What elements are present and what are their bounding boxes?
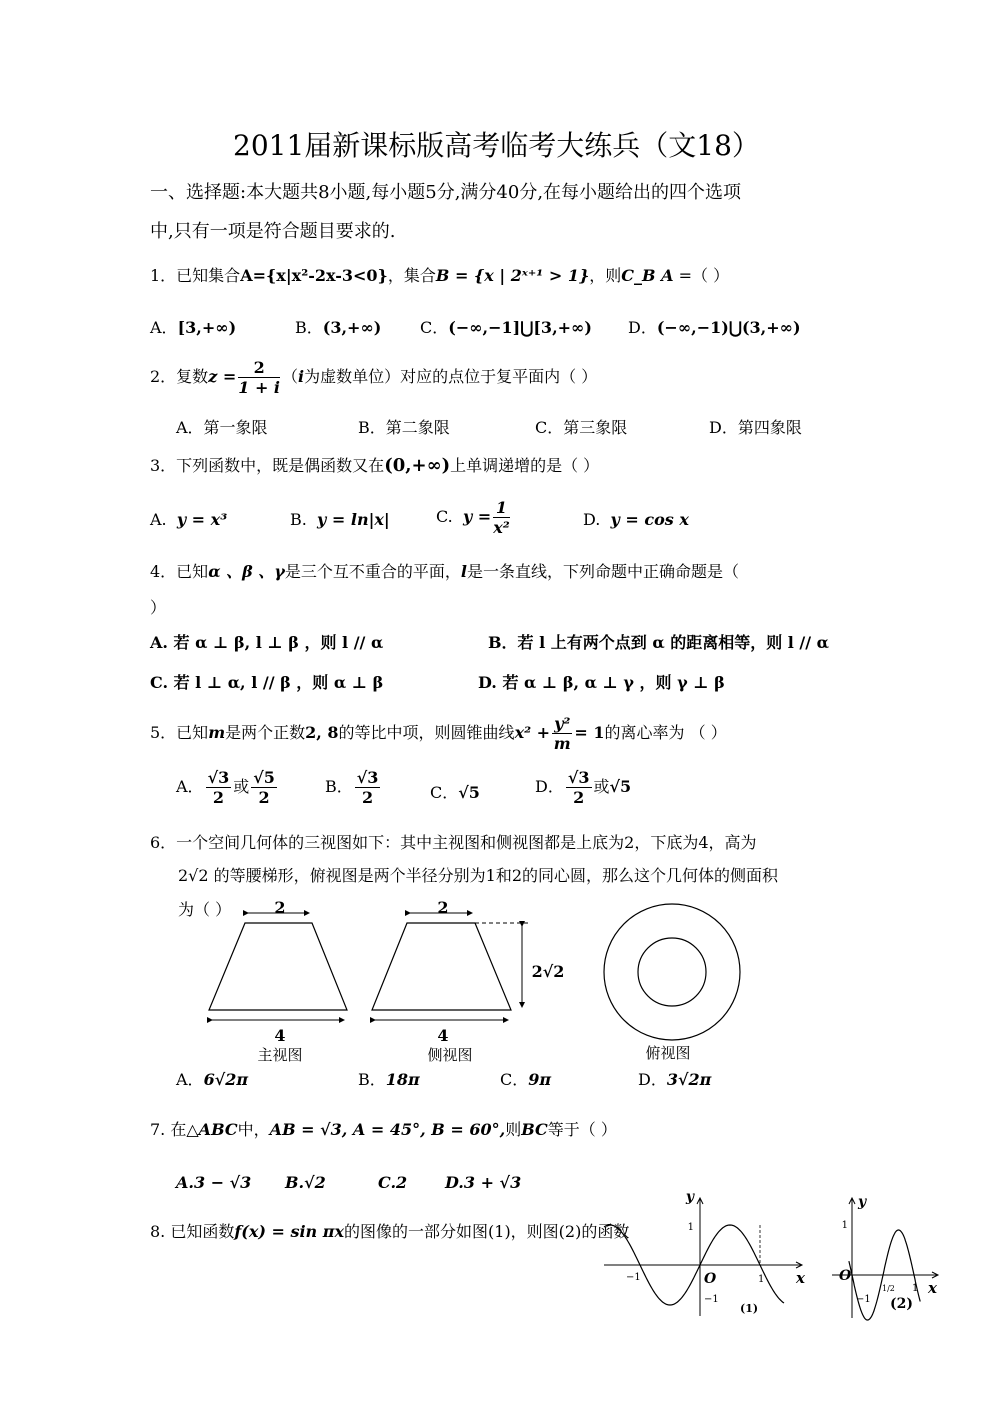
q6-option-c <box>500 1070 551 1090</box>
top-view-circles <box>604 904 740 1062</box>
q1-option-b-label: B． <box>295 318 323 337</box>
q7-option-d: D.3 + √3 <box>445 1173 522 1192</box>
q3-option-d-label: D. <box>583 510 601 529</box>
q7-text-b: 中， <box>237 1120 270 1139</box>
q2-text-b: （ <box>282 367 299 386</box>
q5-m: m <box>208 723 226 742</box>
q3-option-a-label: A. <box>150 510 167 529</box>
q8-text-b: 的图像的一部分如图(1)，则图(2)的函数 <box>344 1222 630 1241</box>
question-6-line3: 为（ ） <box>178 900 232 919</box>
q5-option-b-label: B． <box>325 777 353 796</box>
q3-option-a-text: y = x³ <box>176 510 228 529</box>
q5-option-d-or: 或 <box>593 777 610 796</box>
q5-option-c-value: √5 <box>458 783 480 802</box>
side-view-height-label: 2√2 <box>531 962 565 981</box>
q3-option-c-num: 1 <box>493 498 510 518</box>
side-view-trapezoid <box>372 898 564 1064</box>
q7-text-c: 则 <box>505 1120 522 1139</box>
q3-option-c-label: C. <box>436 507 453 526</box>
top-view-caption: 俯视图 <box>645 1044 691 1062</box>
q8-text-a: 8. 已知函数 <box>150 1222 235 1241</box>
g1-y-neg1: −1 <box>704 1294 719 1305</box>
q5-option-a-label: A． <box>176 777 204 796</box>
g2-y-label: y <box>858 1194 867 1210</box>
q1-text-c: ，则 <box>589 266 622 285</box>
q8-graph-2 <box>830 1190 945 1330</box>
q8-graph-1 <box>600 1190 810 1330</box>
q5-option-c-label: C． <box>430 783 459 802</box>
q1-complement: C_B A <box>621 266 674 285</box>
q2-i: i <box>298 367 305 386</box>
q4-text-b: 是三个互不重合的平面， <box>284 562 461 581</box>
q5-option-a-den2: 2 <box>258 788 270 807</box>
side-view-top-label: 2 <box>437 898 449 917</box>
q5-option-d-tail: √5 <box>609 777 632 796</box>
section-intro-line2: 中,只有一项是符合题目要求的. <box>150 221 396 242</box>
q5-option-d-num: √3 <box>567 768 590 787</box>
question-6-line1: 6．一个空间几何体的三视图如下：其中主视图和侧视图都是上底为2，下底为4，高为 <box>150 833 757 852</box>
q2-text-a: 2．复数 <box>150 367 209 386</box>
q4-text-c: 是一条直线，下列命题中正确命题是（ <box>466 562 739 581</box>
q6-option-d-label: D． <box>638 1070 667 1089</box>
g1-x-neg1: −1 <box>626 1272 641 1283</box>
q1-option-b-text: (3,+∞) <box>322 318 382 337</box>
g2-origin: O <box>839 1268 852 1284</box>
q2-option-d: D．第四象限 <box>709 418 802 437</box>
q6-option-b <box>358 1070 420 1090</box>
q5-option-b-den: 2 <box>362 788 374 807</box>
q4-option-b: B．若 l 上有两个点到 α 的距离相等，则 l // α <box>488 633 829 652</box>
q7-bc: BC <box>521 1120 548 1139</box>
q3-option-d-text: y = cos x <box>610 510 689 529</box>
g2-x-one: 1 <box>912 1283 919 1294</box>
q2-den: 1 + i <box>238 378 281 397</box>
question-7-stem <box>150 1120 617 1140</box>
q1-option-c-text: (−∞,−1]⋃[3,+∞) <box>448 318 592 337</box>
q5-option-a-num2: √5 <box>253 768 275 787</box>
q4-stem-wrap: ） <box>150 598 167 617</box>
g2-y-one: 1 <box>841 1220 848 1231</box>
q5-eq-a: x² + <box>514 723 551 742</box>
q6-option-a <box>176 1070 248 1090</box>
g1-y-label: y <box>685 1190 694 1205</box>
q1-option-d-text: (−∞,−1)⋃(3,+∞) <box>656 318 801 337</box>
q6-option-c-text: 9π <box>528 1070 552 1089</box>
section-intro-line1: 一、选择题:本大题共8小题,每小题5分,满分40分,在每小题给出的四个选项 <box>150 182 742 203</box>
g2-x-half: 1/2 <box>882 1284 895 1293</box>
q7-abc: ABC <box>198 1120 238 1139</box>
g2-x-label: x <box>928 1279 937 1297</box>
q7-option-b: B.√2 <box>285 1173 326 1192</box>
q5-option-d-label: D． <box>535 777 564 796</box>
q5-option-d-den: 2 <box>573 788 585 807</box>
q2-text-c: 为虚数单位）对应的点位于复平面内（ ） <box>304 367 598 386</box>
g2-y-neg1: −1 <box>856 1294 871 1305</box>
q4-option-d: D. 若 α ⊥ β, α ⊥ γ ，则 γ ⊥ β <box>478 673 725 692</box>
q1-set-a: A={x|x²-2x-3<0} <box>240 266 388 285</box>
g1-origin: O <box>704 1271 717 1287</box>
page-title: 2011届新课标版高考临考大练兵（文18） <box>233 129 760 162</box>
q4-option-a: A. 若 α ⊥ β, l ⊥ β ，则 l // α <box>150 633 384 652</box>
q6-option-a-label: A． <box>176 1070 204 1089</box>
q7-text-d: 等于（ ） <box>547 1120 617 1139</box>
q4-greek: α 、β 、γ <box>208 562 285 581</box>
g1-x-label: x <box>796 1269 805 1287</box>
q3-interval: (0,+∞) <box>384 455 451 476</box>
q4-option-c: C. 若 l ⊥ α, l // β ，则 α ⊥ β <box>150 673 384 692</box>
q1-option-c-label: C． <box>420 318 449 337</box>
q5-option-a-num1: √3 <box>207 768 230 787</box>
q4-text-a: 4．已知 <box>150 562 209 581</box>
q5-nums: 2, 8 <box>305 723 339 742</box>
q2-num: 2 <box>238 358 280 378</box>
question-6-line2: 2√2 的等腰梯形，俯视图是两个半径分别为1和2的同心圆，那么这个几何体的侧面积 <box>178 866 779 885</box>
q5-option-a-or: 或 <box>233 777 250 796</box>
g1-y-one: 1 <box>687 1222 694 1233</box>
q1-text-b: ，集合 <box>387 266 436 285</box>
q1-option-d-label: D． <box>628 318 657 337</box>
q6-option-d-text: 3√2π <box>666 1070 712 1089</box>
q6-option-a-text: 6√2π <box>203 1070 249 1089</box>
q4-l: l <box>460 562 467 581</box>
q1-option-a-text: [3,+∞) <box>177 318 237 337</box>
front-view-bottom-label: 4 <box>274 1026 286 1045</box>
q3-option-b-text: y = ln|x| <box>317 510 390 529</box>
q1-option-a-label: A． <box>150 318 178 337</box>
q5-text-a: 5．已知 <box>150 723 209 742</box>
q2-option-b: B．第二象限 <box>358 418 450 437</box>
q5-text-b: 是两个正数 <box>225 723 306 742</box>
q1-text-d: =（ ） <box>673 266 730 285</box>
q1-set-b: B = {x | 2ˣ⁺¹ > 1} <box>435 266 590 285</box>
q7-text-a: 7. 在△ <box>150 1120 199 1139</box>
q6-option-c-label: C． <box>500 1070 529 1089</box>
q7-condition: AB = √3, A = 45°, B = 60°, <box>269 1120 506 1139</box>
q2-option-a: A．第一象限 <box>176 418 268 437</box>
front-view-caption: 主视图 <box>257 1046 303 1064</box>
g1-x-one: 1 <box>758 1274 765 1285</box>
q8-function: f(x) = sin πx <box>234 1222 345 1241</box>
q1-text-a: 1．已知集合 <box>150 266 241 285</box>
g1-caption: (1) <box>740 1302 759 1315</box>
q5-option-b-num: √3 <box>356 768 379 787</box>
q2-z: z = <box>208 367 237 386</box>
q6-option-d <box>638 1070 711 1090</box>
q2-option-c: C．第三象限 <box>535 418 628 437</box>
front-view-top-label: 2 <box>274 898 286 917</box>
q6-option-b-label: B． <box>358 1070 386 1089</box>
front-view-trapezoid <box>209 898 347 1064</box>
q3-option-c-den: x² <box>493 518 510 537</box>
q3-text-a: 3．下列函数中，既是偶函数又在 <box>150 456 385 475</box>
g2-caption: (2) <box>890 1296 913 1312</box>
q5-eq-b: = 1 <box>574 723 605 742</box>
q5-text-c: 的等比中项，则圆锥曲线 <box>338 723 515 742</box>
q7-option-a: A.3 − √3 <box>176 1173 252 1192</box>
q3-option-b-label: B. <box>290 510 307 529</box>
q7-option-c: C.2 <box>378 1173 408 1192</box>
q5-eq-den: m <box>553 734 571 753</box>
side-view-caption: 侧视图 <box>427 1046 473 1064</box>
q5-text-d: 的离心率为 （ ） <box>604 723 727 742</box>
side-view-bottom-label: 4 <box>437 1026 449 1045</box>
q3-text-b: 上单调递增的是（ ） <box>450 456 600 475</box>
q5-eq-num: y² <box>554 714 571 733</box>
q6-option-b-text: 18π <box>385 1070 420 1089</box>
question-8-stem <box>150 1222 629 1242</box>
q5-option-a-den1: 2 <box>212 788 224 807</box>
q3-option-c-lhs: y = <box>462 507 492 526</box>
